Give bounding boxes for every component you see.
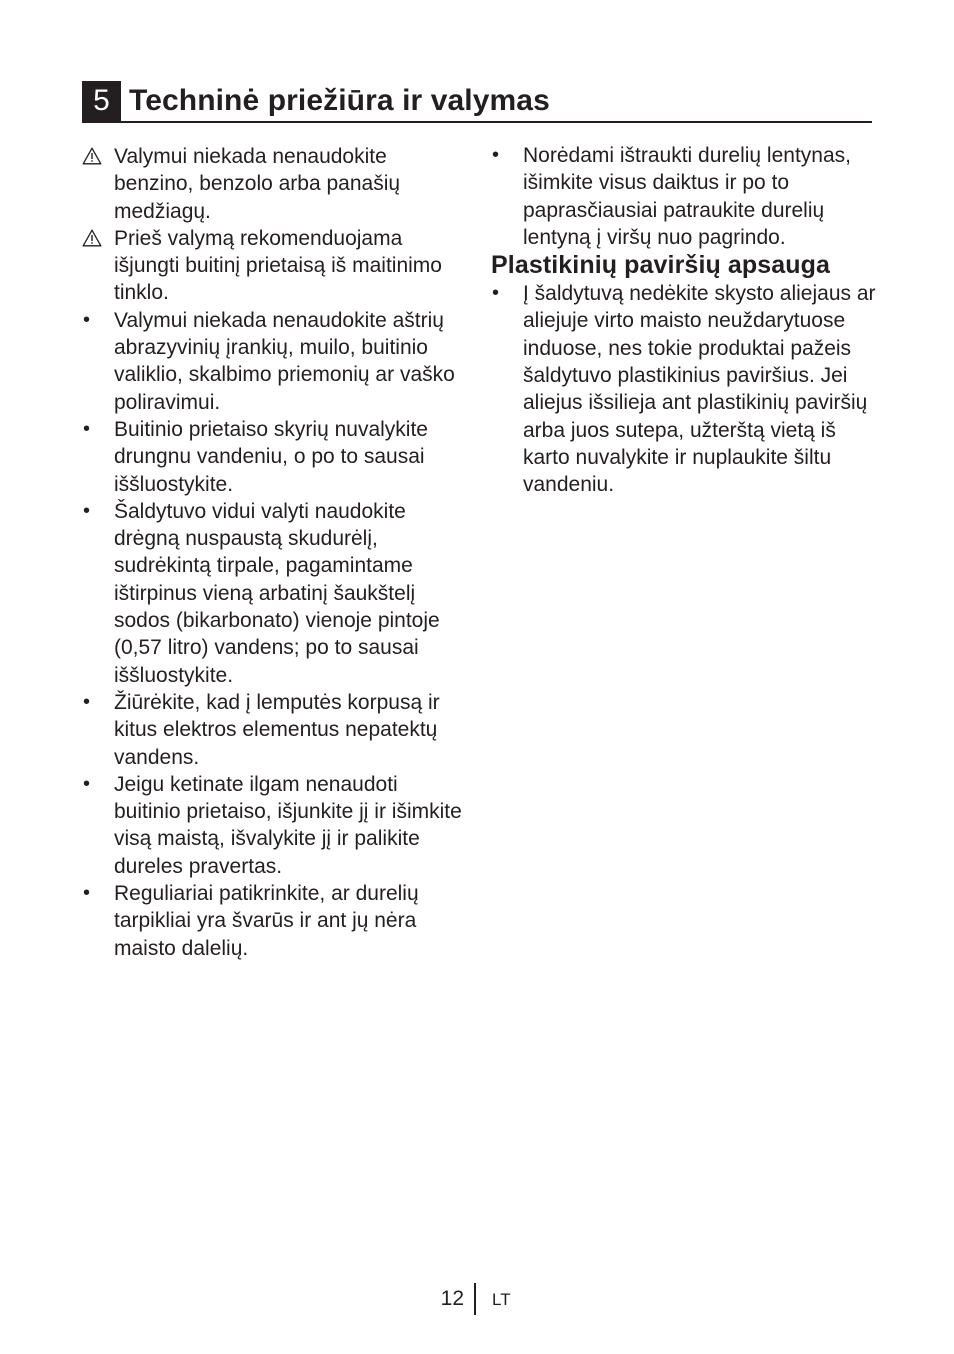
bullet-marker: • xyxy=(83,499,91,522)
list-item xyxy=(82,771,467,880)
right-column-list-top xyxy=(491,142,876,251)
bullet-marker: • xyxy=(492,144,500,166)
section-number-badge: 5 xyxy=(82,81,121,121)
section-title: Techninė priežiūra ir valymas xyxy=(129,84,550,117)
list-item xyxy=(82,416,467,498)
list-item-warning xyxy=(82,143,467,225)
list-item-text: Žiūrėkite, kad į lemputės korpusą ir kitus elektros elementus nepatektų vandens. xyxy=(114,690,440,769)
list-item-warning xyxy=(82,225,467,307)
list-item-text: Valymui niekada nenaudokite aštrių abrazyvinių įrankių, muilo, buitinio valiklio, skalbimo priemonių ar vaško poliravimui. xyxy=(114,308,455,414)
list-item-text: Šaldytuvo vidui valyti naudokite drėgną nuspaustą skudurėlį, sudrėkintą tirpale, pagamintame ištirpinus vieną arbatinį šaukštelį sodos (bikarbonato) vienoje pintoje (0,57 litro) vandens; po to sausai iššluostykite. xyxy=(114,499,440,687)
subsection-heading: Plastikinių paviršių apsauga xyxy=(491,251,831,280)
bullet-marker: • xyxy=(83,417,91,440)
bullet-marker: • xyxy=(83,690,91,713)
list-item-text: Norėdami ištraukti durelių lentynas, išimkite visus daiktus ir po to paprasčiausiai patraukite durelių lentyną į viršų nuo pagrindo. xyxy=(523,144,851,249)
warning-triangle-icon xyxy=(82,225,104,247)
bullet-marker: • xyxy=(83,882,91,905)
page-footer xyxy=(0,1283,954,1315)
bullet-marker: • xyxy=(83,772,91,795)
bullet-marker: • xyxy=(492,282,500,305)
list-item-text: Į šaldytuvą nedėkite skysto aliejaus ar aliejuje virto maisto neuždarytuose induose, nes tokie produktai pažeis šaldytuvo plastikinius paviršius. Jei aliejus išsilieja ant plastikinių paviršių arba juos sutepa, užterštą vietą iš karto nuvalykite ir nuplaukite šiltu vandeniu. xyxy=(523,282,876,497)
list-item xyxy=(491,280,876,498)
footer-divider xyxy=(474,1283,476,1315)
warning-triangle-icon xyxy=(82,143,104,165)
list-item xyxy=(82,307,467,416)
list-item-text: Prieš valymą rekomenduojama išjungti buitinį prietaisą iš maitinimo tinklo. xyxy=(114,226,442,305)
list-item xyxy=(82,689,467,771)
left-column xyxy=(82,143,467,962)
right-column xyxy=(491,142,876,499)
language-code: LT xyxy=(492,1290,511,1309)
bullet-marker: • xyxy=(83,308,91,331)
list-item-text: Reguliariai patikrinkite, ar durelių tarpikliai yra švarūs ir ant jų nėra maisto dalelių. xyxy=(114,882,419,960)
list-item-text: Buitinio prietaiso skyrių nuvalykite drungnu vandeniu, o po to sausai iššluostykite. xyxy=(114,417,428,496)
list-item-text: Valymui niekada nenaudokite benzino, benzolo arba panašių medžiagų. xyxy=(114,145,401,223)
list-item xyxy=(491,142,876,251)
right-column-list-bottom xyxy=(491,280,876,498)
left-column-list xyxy=(82,143,467,962)
list-item xyxy=(82,498,467,689)
list-item xyxy=(82,880,467,962)
page-number: 12 xyxy=(440,1287,464,1310)
list-item-text: Jeigu ketinate ilgam nenaudoti buitinio prietaiso, išjunkite jį ir išimkite visą maistą, išvalykite jį ir palikite dureles pravertas. xyxy=(114,772,462,878)
section-header xyxy=(82,81,872,123)
